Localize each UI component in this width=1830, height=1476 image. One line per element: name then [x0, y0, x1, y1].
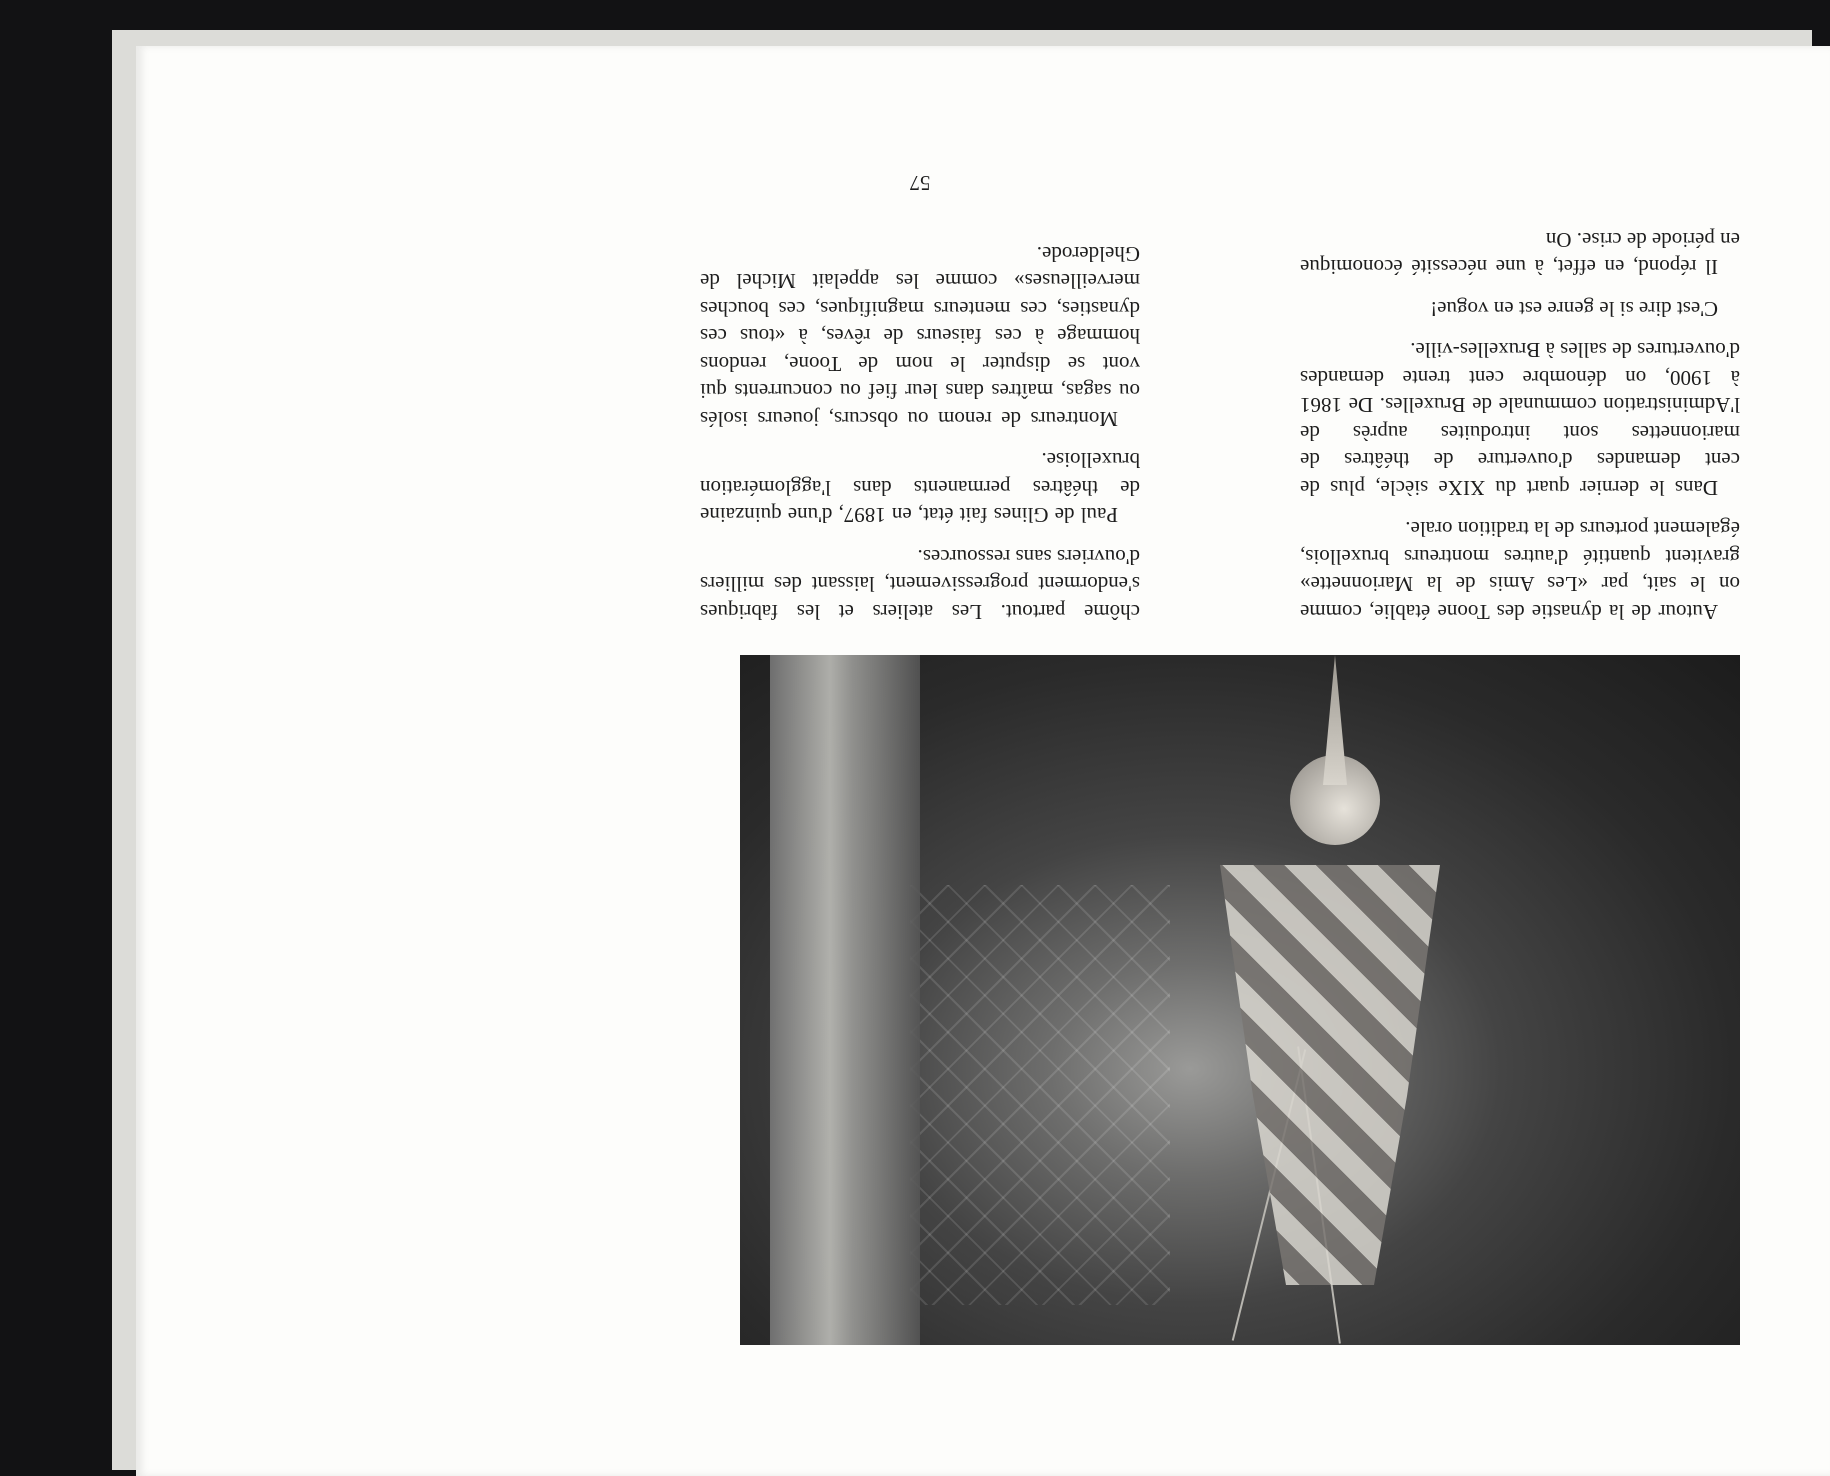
text-columns — [700, 226, 1740, 626]
paragraph: Autour de la dynastie des Toone établie, comme on le sait, par «Les Amis de la Marionnette» gravitent quantité d'autres montreurs bruxellois, également porteurs de la tradition orale. — [1300, 517, 1740, 624]
right-column — [700, 226, 1140, 626]
photo-lattice-window — [910, 885, 1170, 1305]
paragraph: C'est dire si le genre est en vogue! — [1430, 297, 1718, 321]
left-column — [1300, 226, 1740, 626]
photo-harlequin-puppet — [1220, 865, 1440, 1285]
puppet-photograph — [740, 655, 1740, 1345]
paragraph: chôme partout. Les ateliers et les fabriques s'endorment progressivement, laissant des milliers d'ouvriers sans ressources. — [700, 545, 1140, 624]
paragraph: Montreurs de renom ou obscurs, joueurs isolés ou sagas, maîtres dans leur fief ou concurrents qui vont se disputer le nom de Toone, rendons hommage à ces faiseurs de rêves, à «tous ces dynasties, ces menteurs magnifiques, ces bouches merveilleuses» comme les appelait Michel de Ghelderode. — [700, 242, 1140, 431]
paragraph: Paul de Glines fait état, en 1897, d'une quinzaine de théâtres permanents dans l'agglomération bruxelloise. — [700, 448, 1140, 528]
paragraph: Dans le dernier quart du XIXe siècle, plus de cent demandes d'ouverture de théâtres de marionnettes sont introduites auprès de l'Administration communale de Bruxelles. De 1861 à 1900, on dénombre cent trente demandes d'ouvertures de salles à Bruxelles-ville. — [1300, 338, 1740, 500]
paragraph: Il répond, en effet, à une nécessité économique en période de crise. On — [1300, 228, 1740, 280]
photo-stone-pillar — [770, 655, 920, 1345]
rotated-page-content — [700, 155, 1740, 1345]
page-number: 57 — [909, 171, 931, 195]
